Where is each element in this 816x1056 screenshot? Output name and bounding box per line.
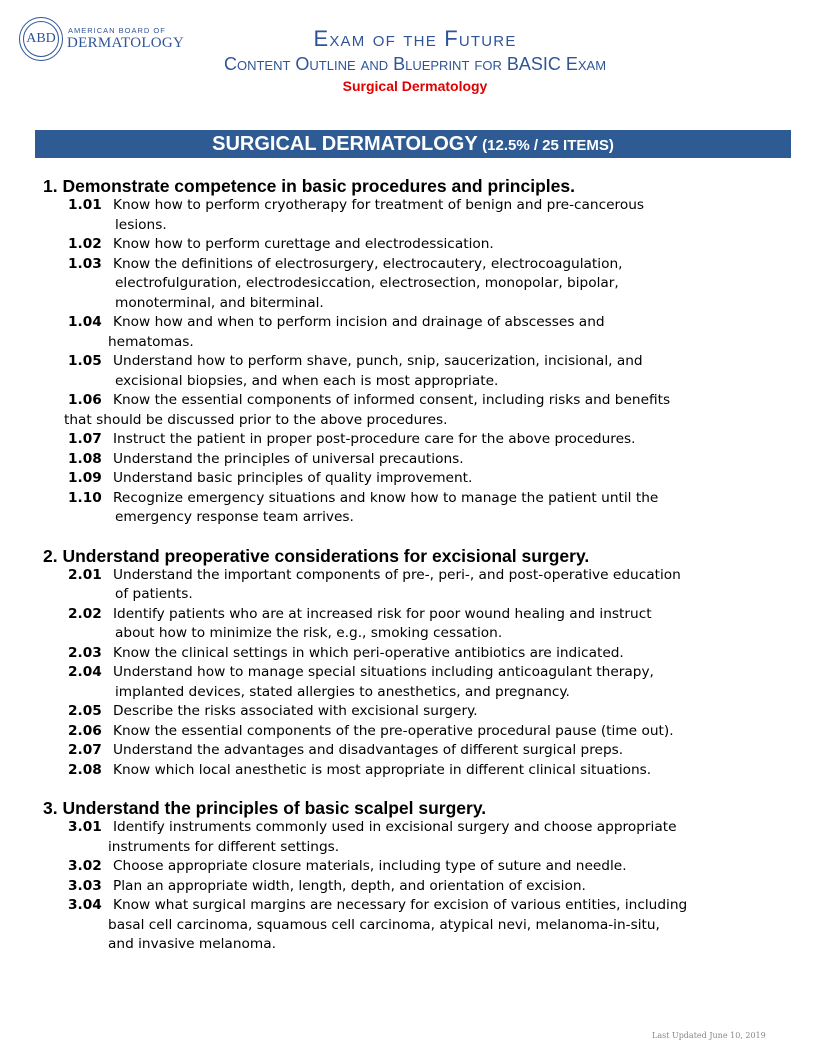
item-number: 3.01	[68, 819, 102, 835]
item-text: Plan an appropriate width, length, depth, and orientation of excision.	[113, 877, 586, 894]
item-text-continued: monoterminal, and biterminal.	[115, 294, 324, 311]
item-number: 1.02	[68, 236, 102, 252]
item-number: 2.04	[68, 664, 102, 680]
item-number: 1.05	[68, 353, 102, 369]
banner-title: SURGICAL DERMATOLOGY	[212, 133, 478, 155]
item-text: Know how to perform cryotherapy for treatment of benign and pre-cancerous	[113, 197, 645, 213]
item-text: Know the definitions of electrosurgery, electrocautery, electrocoagulation,	[113, 255, 623, 272]
outline-item	[68, 644, 768, 664]
item-text-continued: implanted devices, stated allergies to anesthetics, and pregnancy.	[115, 683, 570, 700]
item-text-continued: excisional biopsies, and when each is most appropriate.	[115, 372, 499, 389]
item-text: Know how and when to perform incision and drainage of abscesses and	[113, 314, 605, 330]
item-text: Know the essential components of informed consent, including risks and benefits	[113, 392, 671, 408]
outline-item	[68, 255, 768, 314]
item-number: 1.06	[68, 392, 102, 408]
item-text-continued: instruments for different settings.	[108, 838, 340, 855]
item-text: Know the essential components of the pre-operative procedural pause (time out).	[113, 722, 674, 739]
item-text: Choose appropriate closure materials, including type of suture and needle.	[113, 858, 627, 874]
outline-item	[68, 430, 768, 450]
section-label: Surgical Dermatology	[342, 78, 488, 94]
item-text: Describe the risks associated with excisional surgery.	[113, 703, 478, 719]
outline-item	[68, 196, 768, 235]
item-text-continued: that should be discussed prior to the above procedures.	[64, 411, 448, 428]
item-text: Know the clinical settings in which peri-operative antibiotics are indicated.	[113, 644, 624, 661]
item-number: 2.02	[68, 605, 102, 622]
banner-weight: (12.5% / 25 ITEMS)	[482, 137, 614, 154]
item-text: Understand the principles of universal precautions.	[113, 450, 464, 467]
seal-text: ABD	[23, 21, 59, 57]
item-text-continued: about how to minimize the risk, e.g., smoking cessation.	[115, 625, 503, 641]
outline-section	[0, 546, 816, 781]
page-title: Exam of the Future	[313, 26, 517, 51]
outline-item	[64, 391, 768, 430]
outline-item	[68, 450, 768, 470]
section-heading: 3. Understand the principles of basic scalpel surgery.	[43, 798, 487, 818]
item-number: 1.01	[68, 197, 102, 213]
item-number: 2.07	[68, 742, 102, 758]
outline-item	[68, 605, 768, 644]
outline-item	[68, 313, 768, 352]
item-text: Understand how to perform shave, punch, snip, saucerization, incisional, and	[113, 353, 643, 369]
org-name-main: DERMATOLOGY	[67, 35, 185, 51]
item-number: 1.03	[68, 255, 102, 272]
outline-item	[68, 235, 768, 255]
item-text: Identify patients who are at increased risk for poor wound healing and instruct	[113, 605, 652, 622]
outline-item	[68, 702, 768, 722]
section-heading: 1. Demonstrate competence in basic procedures and principles.	[43, 176, 575, 196]
item-text: Know how to perform curettage and electrodessication.	[113, 236, 494, 252]
section-banner	[35, 130, 791, 158]
item-text: Know what surgical margins are necessary for excision of various entities, including	[113, 897, 688, 913]
outline-item	[68, 818, 768, 857]
item-text-continued: hematomas.	[108, 333, 194, 350]
item-number: 2.03	[68, 644, 102, 661]
item-text: Understand the advantages and disadvantages of different surgical preps.	[113, 742, 624, 758]
outline-content	[0, 176, 816, 973]
item-text: Recognize emergency situations and know how to manage the patient until the	[113, 489, 659, 506]
item-number: 2.06	[68, 722, 102, 739]
outline-section	[0, 798, 816, 955]
outline-item	[68, 489, 768, 528]
item-number: 1.10	[68, 489, 102, 506]
outline-item	[68, 857, 768, 877]
outline-section	[0, 176, 816, 528]
page-subtitle: Content Outline and Blueprint for BASIC Exam	[223, 54, 607, 74]
item-number: 3.04	[68, 897, 102, 913]
last-updated: Last Updated June 10, 2019	[652, 1031, 766, 1040]
item-text-continued: electrofulguration, electrodesiccation, electrosection, monopolar, bipolar,	[115, 275, 619, 291]
item-text-continued: emergency response team arrives.	[115, 509, 354, 525]
item-text-continued: lesions.	[115, 216, 167, 233]
outline-item	[68, 663, 768, 702]
item-number: 1.08	[68, 450, 102, 467]
outline-item	[68, 877, 768, 897]
item-text: Understand basic principles of quality improvement.	[113, 470, 473, 486]
outline-item	[68, 469, 768, 489]
item-number: 2.05	[68, 703, 102, 719]
org-name-top: AMERICAN BOARD OF	[68, 26, 166, 35]
outline-item	[68, 761, 768, 781]
item-text-continued: and invasive melanoma.	[108, 936, 276, 952]
item-number: 2.08	[68, 761, 102, 778]
item-number: 3.03	[68, 877, 102, 894]
item-number: 1.07	[68, 431, 102, 447]
item-text: Understand how to manage special situations including anticoagulant therapy,	[113, 664, 654, 680]
item-text: Understand the important components of pre-, peri-, and post-operative education	[113, 566, 681, 583]
item-text-continued: basal cell carcinoma, squamous cell carcinoma, atypical nevi, melanoma-in-situ,	[108, 916, 660, 933]
outline-item	[68, 722, 768, 742]
item-text-continued: of patients.	[115, 586, 193, 602]
item-text: Instruct the patient in proper post-procedure care for the above procedures.	[113, 431, 636, 447]
item-number: 2.01	[68, 566, 102, 583]
item-number: 1.09	[68, 470, 102, 486]
item-number: 3.02	[68, 858, 102, 874]
item-text: Identify instruments commonly used in excisional surgery and choose appropriate	[113, 819, 677, 835]
outline-item	[68, 741, 768, 761]
outline-item	[68, 566, 768, 605]
outline-item	[68, 352, 768, 391]
section-heading: 2. Understand preoperative considerations for excisional surgery.	[43, 545, 590, 566]
item-text: Know which local anesthetic is most appropriate in different clinical situations.	[113, 761, 652, 778]
item-number: 1.04	[68, 314, 102, 330]
outline-item	[68, 896, 768, 955]
